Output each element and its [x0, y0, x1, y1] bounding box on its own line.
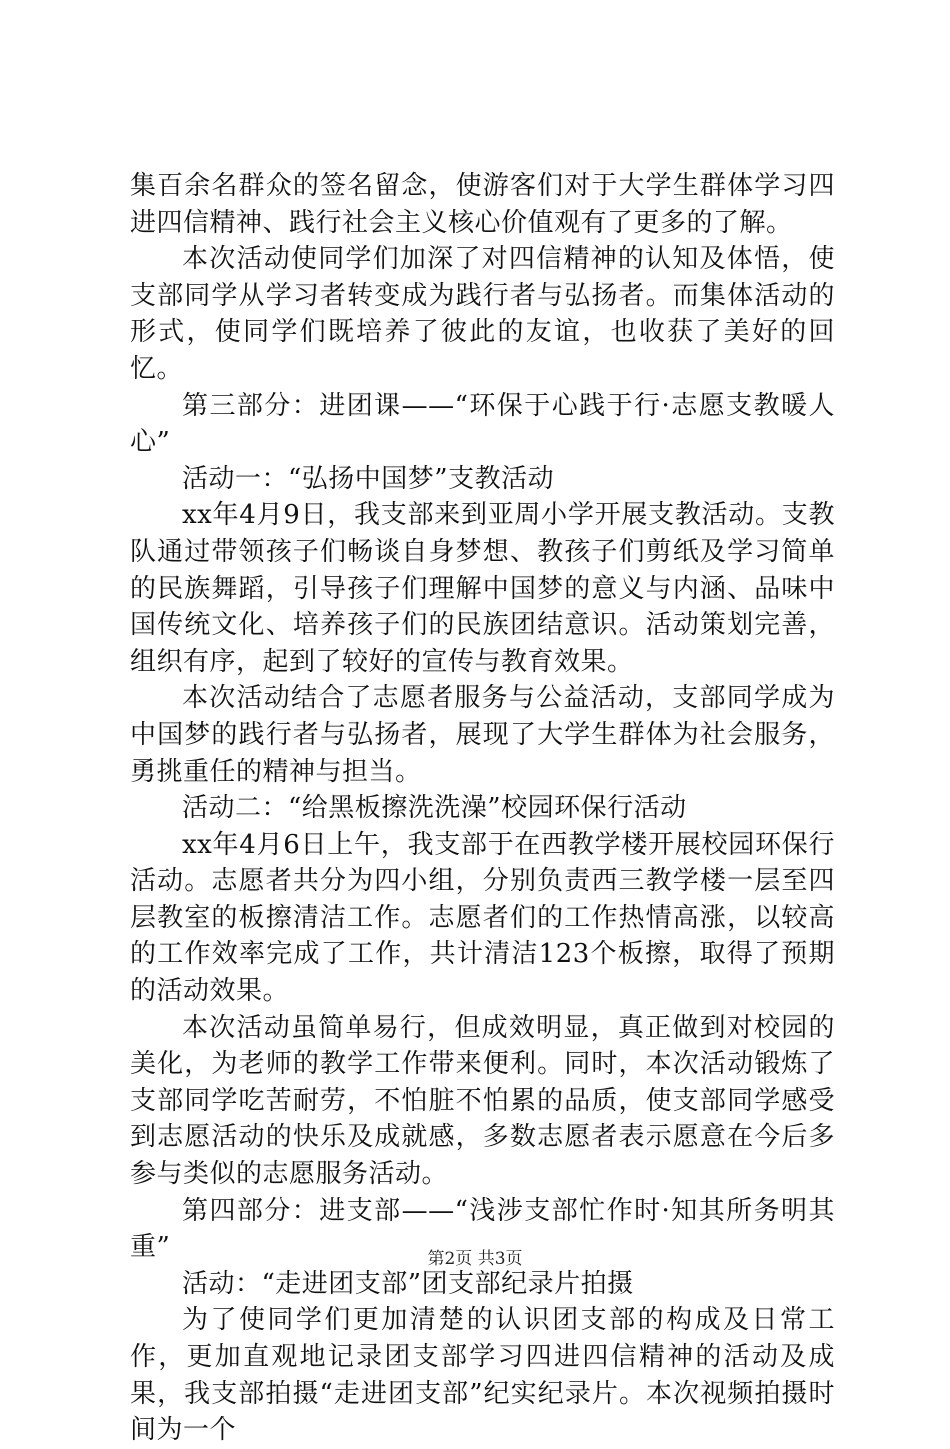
page-number-footer: 第2页 共3页: [427, 1249, 523, 1269]
paragraph-continuation: 集百余名群众的签名留念，使游客们对于大学生群体学习四进四信精神、践行社会主义核心价值观有了更多的了解。: [130, 171, 835, 238]
activity-heading-2: 活动二：“给黑板擦洗洗澡”校园环保行活动: [182, 793, 687, 824]
paragraph-activity-1-summary: 本次活动结合了志愿者服务与公益活动，支部同学成为中国梦的践行者与弘扬者，展现了大学生群体为社会服务，勇挑重任的精神与担当。: [130, 683, 835, 787]
paragraph-activity-2-summary: 本次活动虽简单易行，但成效明显，真正做到对校园的美化，为老师的教学工作带来便利。同时，本次活动锻炼了支部同学吃苦耐劳，不怕脏不怕累的品质，使支部同学感受到志愿活动的快乐及成就感，多数志愿者表示愿意在今后多参与类似的志愿服务活动。: [130, 1012, 835, 1190]
activity-heading-documentary: 活动：“走进团支部”团支部纪录片拍摄: [182, 1268, 634, 1299]
activity-heading-1: 活动一：“弘扬中国梦”支教活动: [182, 463, 555, 494]
paragraph-documentary: 为了使同学们更加清楚的认识团支部的构成及日常工作，更加直观地记录团支部学习四进四信精神的活动及成果，我支部拍摄“走进团支部”纪实纪录片。本次视频拍摄时间为一个: [130, 1305, 835, 1446]
paragraph-summary-1: 本次活动使同学们加深了对四信精神的认知及体悟，使支部同学从学习者转变成为践行者与弘扬者。而集体活动的形式，使同学们既培养了彼此的友谊，也收获了美好的回忆。: [130, 244, 835, 384]
paragraph-activity-1: xx年4月9日，我支部来到亚周小学开展支教活动。支教队通过带领孩子们畅谈自身梦想、教孩子们剪纸及学习简单的民族舞蹈，引导孩子们理解中国梦的意义与内涵、品味中国传统文化、培养孩子们的民族团结意识。活动策划完善，组织有序，起到了较好的宣传与教育效果。: [130, 500, 835, 677]
section-heading-part-4: 第四部分：进支部——“浅涉支部忙作时·知其所务明其重”: [130, 1195, 835, 1263]
paragraph-activity-2: xx年4月6日上午，我支部于在西教学楼开展校园环保行活动。志愿者共分为四小组，分别负责西三教学楼一层至四层教室的板擦清洁工作。志愿者们的工作热情高涨，以较高的工作效率完成了工作，共计清洁123个板擦，取得了预期的活动效果。: [130, 829, 835, 1007]
section-heading-part-3: 第三部分：进团课——“环保于心践于行·志愿支教暖人心”: [130, 390, 835, 458]
